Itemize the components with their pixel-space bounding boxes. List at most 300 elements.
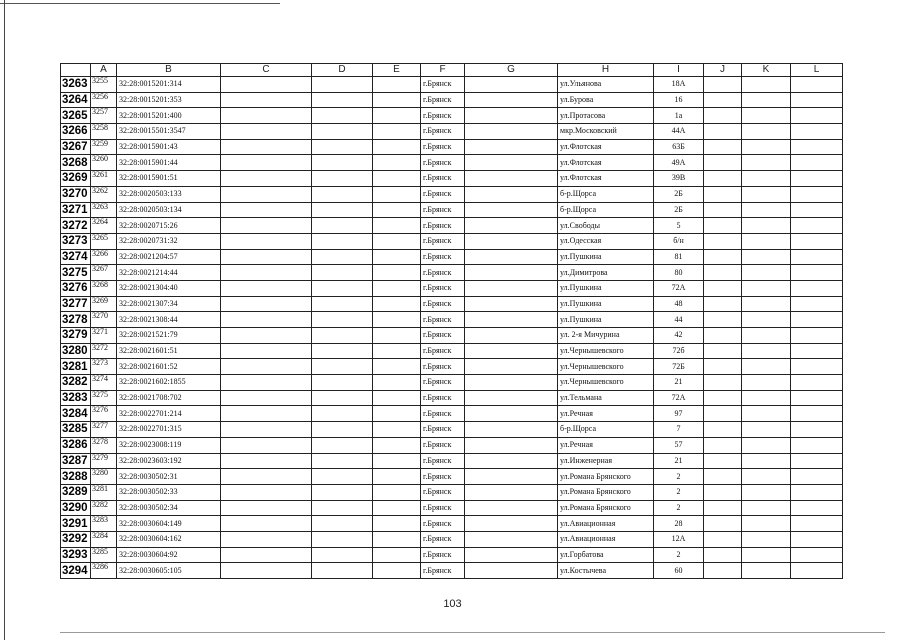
cell-f: г.Брянск <box>421 406 465 422</box>
cell-d <box>312 500 373 516</box>
cell-i: 7 <box>654 422 704 438</box>
cell-a: 3286 <box>91 563 117 579</box>
table-row <box>61 139 843 155</box>
cell-c <box>221 296 312 312</box>
cell-f: г.Брянск <box>421 437 465 453</box>
cell-a: 3272 <box>91 343 117 359</box>
cell-a: 3285 <box>91 547 117 563</box>
cell-e <box>373 437 421 453</box>
cell-g <box>465 202 558 218</box>
column-header-k: K <box>742 64 791 77</box>
cell-a: 3255 <box>91 77 117 93</box>
row-number-cell: 3277 <box>61 296 91 312</box>
cell-h: ул.Чернышевского <box>558 359 654 375</box>
cell-d <box>312 328 373 344</box>
cell-l <box>791 202 843 218</box>
cell-b: 32:28:0022701:315 <box>117 422 221 438</box>
cell-j <box>704 249 742 265</box>
column-header-f: F <box>421 64 465 77</box>
cell-h: ул.Пушкина <box>558 296 654 312</box>
cell-j <box>704 500 742 516</box>
cell-d <box>312 202 373 218</box>
cell-j <box>704 218 742 234</box>
cell-l <box>791 108 843 124</box>
cell-g <box>465 280 558 296</box>
cell-i: 2 <box>654 469 704 485</box>
cell-c <box>221 359 312 375</box>
cell-d <box>312 139 373 155</box>
cell-g <box>465 500 558 516</box>
cell-j <box>704 92 742 108</box>
cell-e <box>373 547 421 563</box>
cell-a: 3279 <box>91 453 117 469</box>
row-number-cell: 3273 <box>61 233 91 249</box>
cell-g <box>465 171 558 187</box>
row-number-cell: 3263 <box>61 77 91 93</box>
cell-h: ул.Инженерная <box>558 453 654 469</box>
cell-h: ул.Ульянова <box>558 77 654 93</box>
cell-i: 81 <box>654 249 704 265</box>
cell-f: г.Брянск <box>421 343 465 359</box>
cell-k <box>742 155 791 171</box>
table-row <box>61 422 843 438</box>
cell-l <box>791 422 843 438</box>
row-number-cell: 3293 <box>61 547 91 563</box>
cell-f: г.Брянск <box>421 453 465 469</box>
cell-h: б-р.Щорса <box>558 422 654 438</box>
cell-h: ул.Бурова <box>558 92 654 108</box>
cell-g <box>465 406 558 422</box>
row-number-cell: 3264 <box>61 92 91 108</box>
cell-i: 2Б <box>654 202 704 218</box>
cell-d <box>312 218 373 234</box>
cell-c <box>221 453 312 469</box>
table-row <box>61 108 843 124</box>
cell-k <box>742 422 791 438</box>
cell-i: 2Б <box>654 186 704 202</box>
cell-c <box>221 500 312 516</box>
table-row <box>61 233 843 249</box>
table-row <box>61 296 843 312</box>
table-body <box>61 77 843 579</box>
cell-h: б-р.Щорса <box>558 186 654 202</box>
cell-g <box>465 186 558 202</box>
cell-c <box>221 422 312 438</box>
cell-a: 3263 <box>91 202 117 218</box>
cell-b: 32:28:0015201:353 <box>117 92 221 108</box>
cell-i: 49А <box>654 155 704 171</box>
table-row <box>61 500 843 516</box>
cell-d <box>312 516 373 532</box>
cell-i: 72А <box>654 280 704 296</box>
cell-h: ул.Речная <box>558 437 654 453</box>
cell-a: 3259 <box>91 139 117 155</box>
cell-e <box>373 390 421 406</box>
cell-f: г.Брянск <box>421 531 465 547</box>
cell-e <box>373 202 421 218</box>
table-row <box>61 563 843 579</box>
cell-b: 32:28:0021214:44 <box>117 265 221 281</box>
top-border-line <box>0 3 280 4</box>
cell-j <box>704 77 742 93</box>
cell-k <box>742 312 791 328</box>
cell-e <box>373 108 421 124</box>
cell-e <box>373 92 421 108</box>
cell-e <box>373 233 421 249</box>
cell-l <box>791 139 843 155</box>
table-row <box>61 218 843 234</box>
cell-a: 3284 <box>91 531 117 547</box>
cell-e <box>373 406 421 422</box>
cell-j <box>704 469 742 485</box>
cell-h: б-р.Щорса <box>558 202 654 218</box>
cell-b: 32:28:0015901:43 <box>117 139 221 155</box>
row-number-cell: 3272 <box>61 218 91 234</box>
cell-l <box>791 296 843 312</box>
cell-e <box>373 563 421 579</box>
cell-f: г.Брянск <box>421 233 465 249</box>
cell-a: 3266 <box>91 249 117 265</box>
cell-c <box>221 390 312 406</box>
cell-b: 32:28:0021204:57 <box>117 249 221 265</box>
cell-k <box>742 563 791 579</box>
cell-b: 32:28:0021307:34 <box>117 296 221 312</box>
cell-e <box>373 124 421 140</box>
cell-j <box>704 171 742 187</box>
cell-j <box>704 375 742 391</box>
cell-b: 32:28:0021602:1855 <box>117 375 221 391</box>
cell-e <box>373 375 421 391</box>
cell-i: 80 <box>654 265 704 281</box>
cell-e <box>373 500 421 516</box>
cell-l <box>791 359 843 375</box>
cell-b: 32:28:0030502:33 <box>117 484 221 500</box>
cell-j <box>704 124 742 140</box>
cell-c <box>221 233 312 249</box>
cell-e <box>373 249 421 265</box>
table-row <box>61 249 843 265</box>
column-header-d: D <box>312 64 373 77</box>
cell-e <box>373 265 421 281</box>
cell-b: 32:28:0021708:702 <box>117 390 221 406</box>
cell-l <box>791 406 843 422</box>
cell-k <box>742 171 791 187</box>
cell-i: б/н <box>654 233 704 249</box>
cell-g <box>465 469 558 485</box>
cell-e <box>373 139 421 155</box>
cell-d <box>312 547 373 563</box>
cell-j <box>704 186 742 202</box>
table-row <box>61 155 843 171</box>
cell-g <box>465 453 558 469</box>
cell-k <box>742 233 791 249</box>
cell-i: 21 <box>654 375 704 391</box>
cell-g <box>465 296 558 312</box>
row-number-cell: 3282 <box>61 375 91 391</box>
column-header-row <box>61 64 843 77</box>
cell-l <box>791 343 843 359</box>
cell-d <box>312 359 373 375</box>
cell-f: г.Брянск <box>421 92 465 108</box>
cell-c <box>221 547 312 563</box>
cell-h: ул.Одесская <box>558 233 654 249</box>
row-number-cell: 3267 <box>61 139 91 155</box>
cell-l <box>791 563 843 579</box>
cell-a: 3281 <box>91 484 117 500</box>
cell-k <box>742 296 791 312</box>
cell-a: 3276 <box>91 406 117 422</box>
table-row <box>61 531 843 547</box>
cell-k <box>742 516 791 532</box>
table-row <box>61 77 843 93</box>
cell-d <box>312 77 373 93</box>
column-header-a: A <box>91 64 117 77</box>
cell-j <box>704 343 742 359</box>
cell-f: г.Брянск <box>421 422 465 438</box>
cell-b: 32:28:0030604:92 <box>117 547 221 563</box>
cell-l <box>791 171 843 187</box>
cell-k <box>742 531 791 547</box>
cell-g <box>465 343 558 359</box>
cell-a: 3258 <box>91 124 117 140</box>
cell-a: 3283 <box>91 516 117 532</box>
cell-c <box>221 437 312 453</box>
cell-c <box>221 469 312 485</box>
cell-f: г.Брянск <box>421 108 465 124</box>
cell-j <box>704 233 742 249</box>
cell-f: г.Брянск <box>421 124 465 140</box>
cell-c <box>221 92 312 108</box>
cell-j <box>704 108 742 124</box>
cell-d <box>312 92 373 108</box>
cell-g <box>465 375 558 391</box>
row-number-cell: 3294 <box>61 563 91 579</box>
cell-b: 32:28:0021601:52 <box>117 359 221 375</box>
cell-c <box>221 484 312 500</box>
cell-i: 72Б <box>654 359 704 375</box>
cell-g <box>465 437 558 453</box>
table-row <box>61 437 843 453</box>
row-number-cell: 3270 <box>61 186 91 202</box>
cell-d <box>312 453 373 469</box>
cell-a: 3256 <box>91 92 117 108</box>
cell-g <box>465 563 558 579</box>
cell-i: 18А <box>654 77 704 93</box>
column-header-c: C <box>221 64 312 77</box>
cell-c <box>221 171 312 187</box>
cell-f: г.Брянск <box>421 469 465 485</box>
cell-e <box>373 359 421 375</box>
cell-l <box>791 265 843 281</box>
column-header-g: G <box>465 64 558 77</box>
cell-f: г.Брянск <box>421 390 465 406</box>
cell-c <box>221 375 312 391</box>
row-number-cell: 3287 <box>61 453 91 469</box>
cell-g <box>465 531 558 547</box>
cell-g <box>465 516 558 532</box>
cell-g <box>465 422 558 438</box>
cell-i: 57 <box>654 437 704 453</box>
cell-a: 3268 <box>91 280 117 296</box>
cell-l <box>791 312 843 328</box>
cell-e <box>373 484 421 500</box>
cell-a: 3269 <box>91 296 117 312</box>
cell-a: 3274 <box>91 375 117 391</box>
cell-g <box>465 92 558 108</box>
table-row <box>61 171 843 187</box>
column-header-l: L <box>791 64 843 77</box>
cell-a: 3278 <box>91 437 117 453</box>
cell-c <box>221 139 312 155</box>
table-row <box>61 202 843 218</box>
row-number-cell: 3288 <box>61 469 91 485</box>
cell-l <box>791 124 843 140</box>
cell-j <box>704 328 742 344</box>
cell-h: ул.Тельмана <box>558 390 654 406</box>
cell-e <box>373 312 421 328</box>
cell-k <box>742 124 791 140</box>
cell-e <box>373 328 421 344</box>
cell-l <box>791 390 843 406</box>
cell-g <box>465 484 558 500</box>
cell-k <box>742 343 791 359</box>
cell-b: 32:28:0022701:214 <box>117 406 221 422</box>
cell-d <box>312 124 373 140</box>
row-number-cell: 3281 <box>61 359 91 375</box>
cell-l <box>791 469 843 485</box>
page-number: 103 <box>443 598 462 610</box>
left-border-line <box>4 0 5 640</box>
cell-f: г.Брянск <box>421 171 465 187</box>
cell-b: 32:28:0023008:119 <box>117 437 221 453</box>
cell-d <box>312 155 373 171</box>
cell-f: г.Брянск <box>421 563 465 579</box>
cell-d <box>312 375 373 391</box>
cell-b: 32:28:0021601:51 <box>117 343 221 359</box>
cell-j <box>704 453 742 469</box>
cell-e <box>373 280 421 296</box>
cell-l <box>791 328 843 344</box>
cell-d <box>312 422 373 438</box>
cell-e <box>373 469 421 485</box>
cell-k <box>742 108 791 124</box>
cell-k <box>742 547 791 563</box>
cell-d <box>312 437 373 453</box>
table-row <box>61 328 843 344</box>
row-number-cell: 3274 <box>61 249 91 265</box>
cell-d <box>312 390 373 406</box>
cell-j <box>704 406 742 422</box>
cell-l <box>791 484 843 500</box>
table-row <box>61 186 843 202</box>
cell-b: 32:28:0021308:44 <box>117 312 221 328</box>
row-number-cell: 3283 <box>61 390 91 406</box>
cell-l <box>791 375 843 391</box>
cell-d <box>312 296 373 312</box>
cell-d <box>312 265 373 281</box>
cell-h: ул.Флотская <box>558 155 654 171</box>
cell-b: 32:28:0020503:134 <box>117 202 221 218</box>
cell-i: 16 <box>654 92 704 108</box>
cell-c <box>221 186 312 202</box>
cell-h: ул.Романа Брянского <box>558 469 654 485</box>
cell-g <box>465 108 558 124</box>
table-row <box>61 406 843 422</box>
cell-c <box>221 563 312 579</box>
cell-d <box>312 563 373 579</box>
row-number-cell: 3290 <box>61 500 91 516</box>
cell-l <box>791 516 843 532</box>
cell-e <box>373 186 421 202</box>
cell-f: г.Брянск <box>421 516 465 532</box>
cell-l <box>791 77 843 93</box>
cell-e <box>373 422 421 438</box>
column-header-b: B <box>117 64 221 77</box>
table-row <box>61 469 843 485</box>
cell-k <box>742 218 791 234</box>
cell-l <box>791 186 843 202</box>
cell-l <box>791 280 843 296</box>
cell-k <box>742 77 791 93</box>
cell-f: г.Брянск <box>421 202 465 218</box>
cell-a: 3264 <box>91 218 117 234</box>
cell-c <box>221 280 312 296</box>
cell-i: 2 <box>654 500 704 516</box>
cell-k <box>742 484 791 500</box>
row-number-cell: 3285 <box>61 422 91 438</box>
cell-e <box>373 77 421 93</box>
cell-e <box>373 155 421 171</box>
cell-b: 32:28:0030502:34 <box>117 500 221 516</box>
cell-h: ул.Костычева <box>558 563 654 579</box>
cell-h: ул.Свободы <box>558 218 654 234</box>
cell-a: 3275 <box>91 390 117 406</box>
cell-g <box>465 77 558 93</box>
cell-i: 63Б <box>654 139 704 155</box>
cell-c <box>221 406 312 422</box>
cell-e <box>373 171 421 187</box>
cell-g <box>465 233 558 249</box>
cell-i: 60 <box>654 563 704 579</box>
column-header-j: J <box>704 64 742 77</box>
table-row <box>61 516 843 532</box>
cell-f: г.Брянск <box>421 139 465 155</box>
table-row <box>61 265 843 281</box>
cell-k <box>742 186 791 202</box>
cell-f: г.Брянск <box>421 359 465 375</box>
cell-a: 3270 <box>91 312 117 328</box>
cell-l <box>791 437 843 453</box>
row-number-cell: 3292 <box>61 531 91 547</box>
cell-j <box>704 547 742 563</box>
table-row <box>61 375 843 391</box>
cell-f: г.Брянск <box>421 155 465 171</box>
row-number-cell: 3269 <box>61 171 91 187</box>
cell-d <box>312 484 373 500</box>
cell-i: 1а <box>654 108 704 124</box>
cell-k <box>742 328 791 344</box>
cell-l <box>791 500 843 516</box>
row-number-cell: 3271 <box>61 202 91 218</box>
cell-h: мкр.Московский <box>558 124 654 140</box>
cell-i: 72А <box>654 390 704 406</box>
cell-a: 3257 <box>91 108 117 124</box>
cell-g <box>465 328 558 344</box>
cell-h: ул. 2-я Мичурина <box>558 328 654 344</box>
cell-g <box>465 390 558 406</box>
cell-l <box>791 547 843 563</box>
cell-d <box>312 469 373 485</box>
